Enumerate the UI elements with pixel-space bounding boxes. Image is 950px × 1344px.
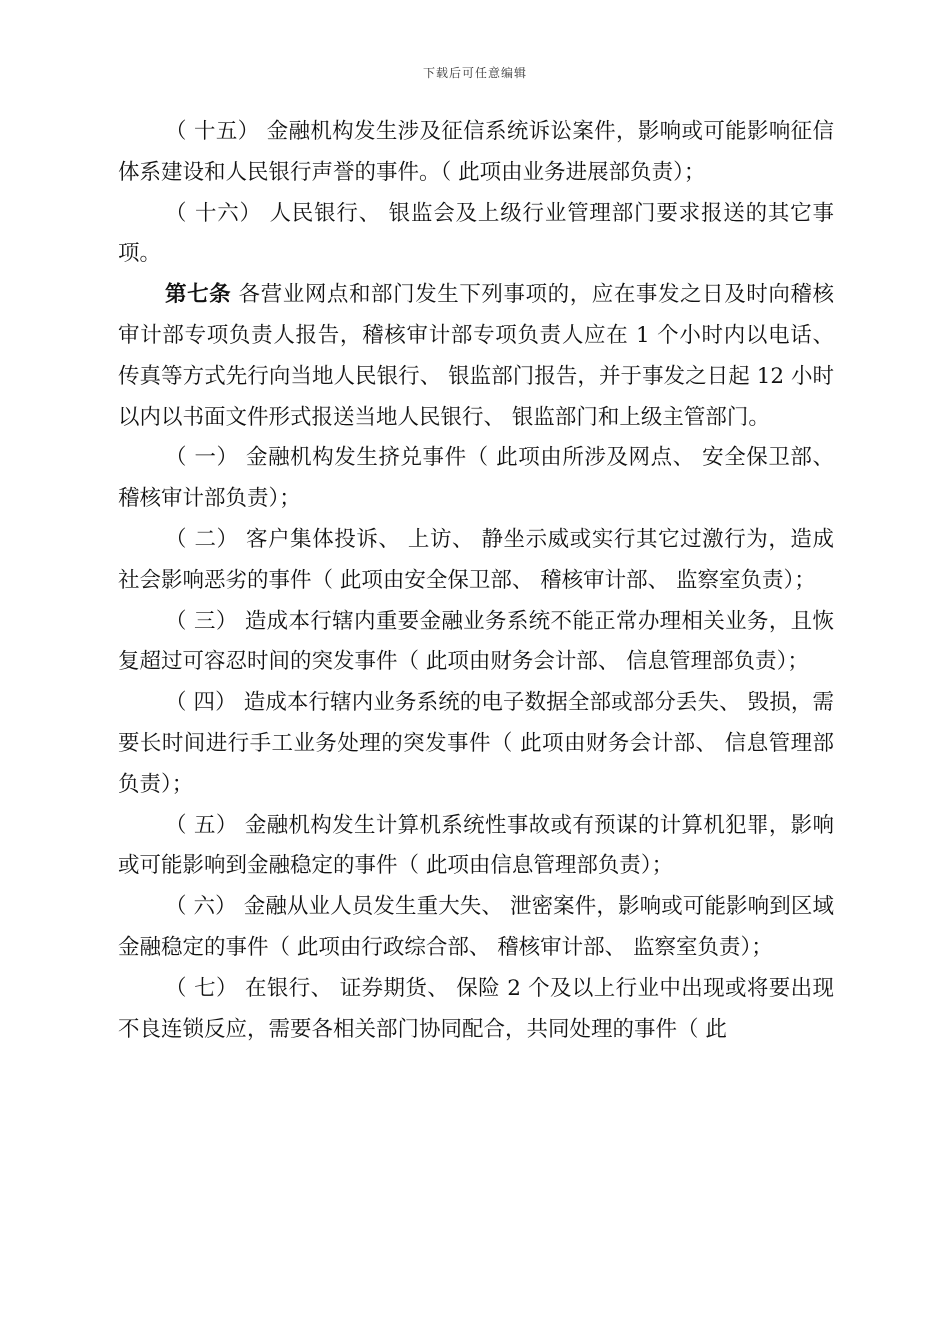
page-header: 下载后可任意编辑 — [422, 66, 527, 80]
paragraph-text: （ 六） 金融从业人员发生重大失、 泄密案件，影响或可能影响到区域金融稳定的事件（ 此项由行政综合部、 稽核审计部、 监察室负责）； — [118, 894, 834, 960]
paragraph-item-15 — [118, 112, 834, 194]
article-label: 第七条 — [165, 282, 232, 308]
paragraph-item-6 — [118, 887, 834, 969]
paragraph-item-16 — [118, 194, 834, 276]
paragraph-item-5 — [118, 806, 834, 888]
paragraph-text: （ 二） 客户集体投诉、 上访、 静坐示威或实行其它过激行为，造成社会影响恶劣的事件（ 此项由安全保卫部、 稽核审计部、 监察室负责）； — [118, 526, 834, 593]
paragraph-item-3 — [118, 602, 834, 684]
paragraph-text: （ 七） 在银行、 证券期货、 保险 2 个及以上行业中出现或将要出现不良连锁反应，需要各相关部门协同配合，共同处理的事件（ 此 — [118, 975, 834, 1042]
paragraph-item-1 — [118, 438, 834, 520]
paragraph-text: （ 十六） 人民银行、 银监会及上级行业管理部门要求报送的其它事项。 — [118, 200, 834, 267]
paragraph-item-4 — [118, 683, 834, 805]
paragraph-text: （ 十五） 金融机构发生涉及征信系统诉讼案件，影响或可能影响征信体系建设和人民银行声誉的事件。（ 此项由业务进展部负责）； — [118, 119, 834, 185]
document-body — [118, 112, 834, 1050]
paragraph-text: 各营业网点和部门发生下列事项的，应在事发之日及时向稽核审计部专项负责人报告，稽核审计部专项负责人应在 1 个小时内以电话、 传真等方式先行向当地人民银行、 银监部门报告，并于事发之日起 12 小时以内以书面文件形式报送当地人民银行、 银监部门和上级主管部门。 — [118, 282, 834, 430]
paragraph-item-2 — [118, 520, 834, 602]
paragraph-text: （ 三） 造成本行辖内重要金融业务系统不能正常办理相关业务，且恢复超过可容忍时间的突发事件（ 此项由财务会计部、 信息管理部负责）； — [118, 608, 834, 675]
article-7 — [118, 275, 834, 438]
paragraph-text: （ 一） 金融机构发生挤兑事件（ 此项由所涉及网点、 安全保卫部、 稽核审计部负责）； — [118, 445, 834, 512]
paragraph-text: （ 五） 金融机构发生计算机系统性事故或有预谋的计算机犯罪，影响或可能影响到金融稳定的事件（ 此项由信息管理部负责）； — [118, 812, 834, 879]
paragraph-item-7 — [118, 969, 834, 1051]
paragraph-text: （ 四） 造成本行辖内业务系统的电子数据全部或部分丢失、 毁损，需要长时间进行手工业务处理的突发事件（ 此项由财务会计部、 信息管理部负责）； — [118, 690, 834, 797]
